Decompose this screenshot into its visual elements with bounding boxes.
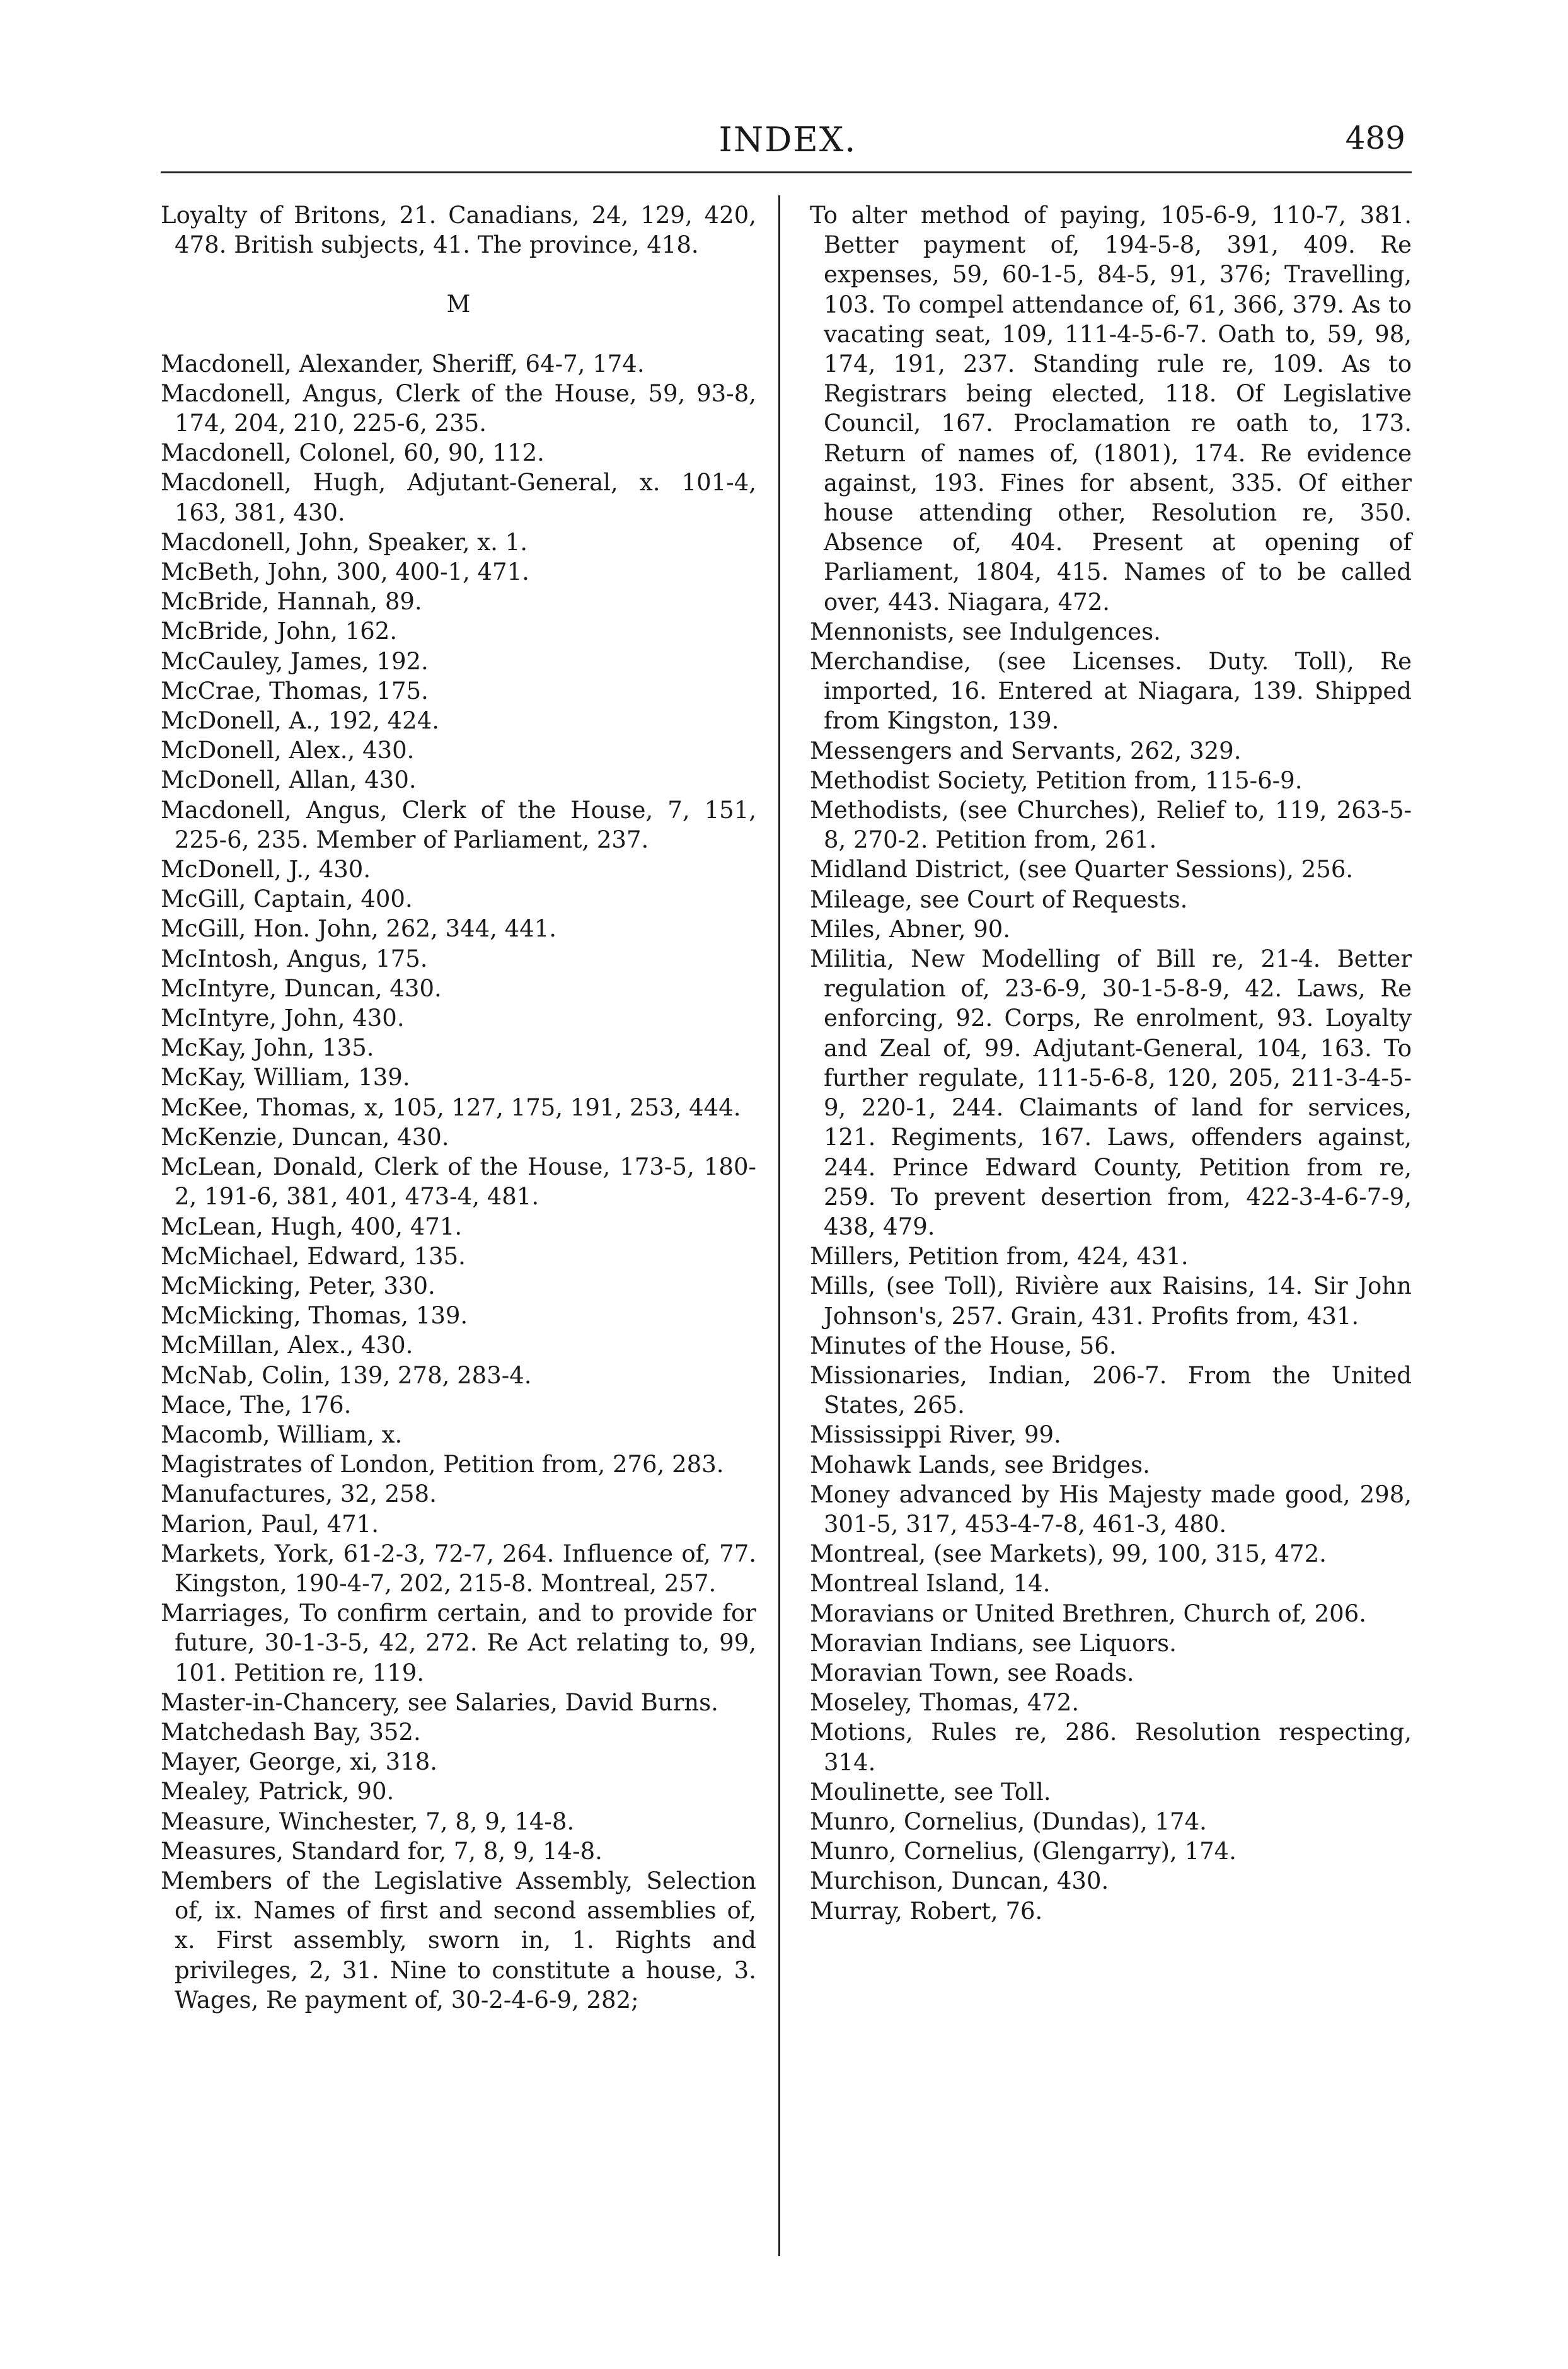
index-entry: Mennonists, see Indulgences. [810,618,1161,645]
index-entry: McGill, Hon. John, 262, 344, 441. [161,915,557,943]
index-entry: Munro, Cornelius, (Dundas), 174. [810,1807,1207,1835]
index-entry: McDonell, A., 192, 424. [161,707,439,735]
index-entry: Markets, York, 61-2-3, 72-7, 264. Influence of, 77. Kingston, 190-4-7, 202, 215-8. Montreal, 257. [161,1540,756,1597]
index-entry: Macdonell, Alexander, Sheriff, 64-7, 174. [161,350,645,378]
index-entry: McMillan, Alex., 430. [161,1332,413,1359]
index-entry: Murchison, Duncan, 430. [810,1867,1109,1895]
index-entry: Macdonell, Hugh, Adjutant-General, x. 101-4, 163, 381, 430. [161,469,756,526]
index-entry: McKay, John, 135. [161,1034,374,1062]
index-entry: McIntyre, Duncan, 430. [161,974,442,1002]
section-letter: M [446,291,471,318]
index-entry: Macdonell, John, Speaker, x. 1. [161,528,527,556]
index-entry: Money advanced by His Majesty made good, 298, 301-5, 317, 453-4-7-8, 461-3, 480. [810,1480,1412,1538]
left-column [161,200,756,2015]
index-entry: Moulinette, see Toll. [810,1778,1051,1806]
index-entry: Moseley, Thomas, 472. [810,1689,1080,1717]
index-entry: Master-in-Chancery, see Salaries, David Burns. [161,1688,718,1716]
index-entry: Mills, (see Toll), Rivière aux Raisins, 14. Sir John Johnson's, 257. Grain, 431. Profits from, 431. [810,1272,1412,1330]
index-entry: McNab, Colin, 139, 278, 283-4. [161,1361,532,1389]
index-entry: Macdonell, Angus, Clerk of the House, 7, 151, 225-6, 235. Member of Parliament, 237. [161,796,756,853]
index-entry: Mayer, George, xi, 318. [161,1748,438,1776]
index-entry: McCauley, James, 192. [161,647,429,675]
index-entry: Matchedash Bay, 352. [161,1718,421,1746]
index-entry: Methodists, (see Churches), Relief to, 119, 263-5-8, 270-2. Petition from, 261. [810,797,1412,854]
index-entry: Methodist Society, Petition from, 115-6-9. [810,766,1303,794]
index-entry: Mealey, Patrick, 90. [161,1778,395,1806]
index-entry: McBride, Hannah, 89. [161,588,422,616]
index-entry: Mileage, see Court of Requests. [810,885,1188,913]
index-entry: Munro, Cornelius, (Glengarry), 174. [810,1838,1237,1865]
index-entry: Mace, The, 176. [161,1391,352,1419]
index-entry: McMicking, Thomas, 139. [161,1302,468,1330]
index-entry: Minutes of the House, 56. [810,1332,1117,1359]
index-entry: McBride, John, 162. [161,618,398,645]
index-entry: Measure, Winchester, 7, 8, 9, 14-8. [161,1807,575,1835]
index-entry: McIntosh, Angus, 175. [161,945,428,972]
index-entry: McKee, Thomas, x, 105, 127, 175, 191, 253, 444. [161,1093,741,1121]
index-entry: Moravian Town, see Roads. [810,1659,1134,1686]
page-header [170,120,1405,164]
running-title: INDEX. [718,120,857,159]
index-entry: Moravian Indians, see Liquors. [810,1629,1177,1657]
index-entry: McCrae, Thomas, 175. [161,677,429,705]
index-entry: Macomb, William, x. [161,1421,403,1448]
index-entry: Moravians or United Brethren, Church of, 206. [810,1600,1366,1627]
index-entry: Missionaries, Indian, 206-7. From the United States, 265. [810,1361,1412,1419]
index-entry: Measures, Standard for, 7, 8, 9, 14-8. [161,1837,602,1865]
index-entry: Millers, Petition from, 424, 431. [810,1243,1189,1271]
index-entry: McMichael, Edward, 135. [161,1242,466,1270]
header-rule [161,171,1412,173]
index-entry: McIntyre, John, 430. [161,1005,405,1032]
index-entry: Mississippi River, 99. [810,1421,1061,1449]
index-entry: McLean, Donald, Clerk of the House, 173-5, 180-2, 191-6, 381, 401, 473-4, 481. [161,1153,756,1211]
index-entry: Macdonell, Angus, Clerk of the House, 59, 93-8, 174, 204, 210, 225-6, 235. [161,379,756,437]
index-entry: McBeth, John, 300, 400-1, 471. [161,558,529,586]
index-entry: Miles, Abner, 90. [810,915,1011,943]
index-entry: Members of the Legislative Assembly, Selection of, ix. Names of first and second assemblies of, x. First assembly, sworn in, 1. Rights and privileges, 2, 31. Nine to constitute a house, 3. Wages, Re payment of, 30-2-4-6-9, 282; [161,1867,756,2014]
index-entry: Motions, Rules re, 286. Resolution respecting, 314. [810,1719,1412,1776]
index-entry: Marion, Paul, 471. [161,1510,379,1538]
right-column [810,200,1412,1926]
page-number: 489 [1345,120,1405,156]
index-entry: McDonell, J., 430. [161,856,371,884]
index-entry: Merchandise, (see Licenses. Duty. Toll), Re imported, 16. Entered at Niagara, 139. Shipped from Kingston, 139. [810,648,1412,735]
index-entry: Murray, Robert, 76. [810,1897,1043,1925]
index-entry: Montreal, (see Markets), 99, 100, 315, 472. [810,1540,1327,1568]
index-entry: McMicking, Peter, 330. [161,1272,435,1300]
index-entry: Magistrates of London, Petition from, 276, 283. [161,1451,724,1478]
column-divider [778,195,780,2256]
index-entry: Marriages, To confirm certain, and to provide for future, 30-1-3-5, 42, 272. Re Act relating to, 99, 101. Petition re, 119. [161,1600,756,1686]
index-entry: Macdonell, Colonel, 60, 90, 112. [161,439,545,467]
index-entry: McKay, William, 139. [161,1064,410,1092]
index-entry: McGill, Captain, 400. [161,885,413,913]
index-entry: To alter method of paying, 105-6-9, 110-7, 381. Better payment of, 194-5-8, 391, 409. Re expenses, 59, 60-1-5, 84-5, 91, 376; Travelling, 103. To compel attendance of, 61, 366, 379. As to vacating seat, 109, 111-4-5-6-7. Oath to, 59, 98, 174, 191, 237. Standing rule re, 109. As to Registrars being elected, 118. Of Legislative Council, 167. Proclamation re oath to, 173. Return of names of, (1801), 174. Re evidence against, 193. Fines for absent, 335. Of either house attending other, Resolution re, 350. Absence of, 404. Present at opening of Parliament, 1804, 415. Names of to be called over, 443. Niagara, 472. [810,202,1412,616]
index-entry: McLean, Hugh, 400, 471. [161,1213,463,1240]
index-entry: Militia, New Modelling of Bill re, 21-4. Better regulation of, 23-6-9, 30-1-5-8-9, 42. Laws, Re enforcing, 92. Corps, Re enrolment, 93. Loyalty and Zeal of, 99. Adjutant-General, 104, 163. To further regulate, 111-5-6-8, 120, 205, 211-3-4-5-9, 220-1, 244. Claimants of land for services, 121. Regiments, 167. Laws, offenders against, 244. Prince Edward County, Petition from re, 259. To prevent desertion from, 422-3-4-6-7-9, 438, 479. [810,945,1412,1240]
index-entry: McDonell, Allan, 430. [161,766,417,794]
index-entry: Messengers and Servants, 262, 329. [810,737,1242,764]
index-entry: Loyalty of Britons, 21. Canadians, 24, 129, 420, 478. British subjects, 41. The province, 418. [161,202,756,259]
index-entry: McKenzie, Duncan, 430. [161,1123,449,1151]
index-entry: Montreal Island, 14. [810,1570,1051,1598]
index-entry: Mohawk Lands, see Bridges. [810,1451,1150,1478]
index-entry: Midland District, (see Quarter Sessions), 256. [810,856,1354,884]
index-entry: McDonell, Alex., 430. [161,737,415,764]
index-entry: Manufactures, 32, 258. [161,1480,437,1508]
